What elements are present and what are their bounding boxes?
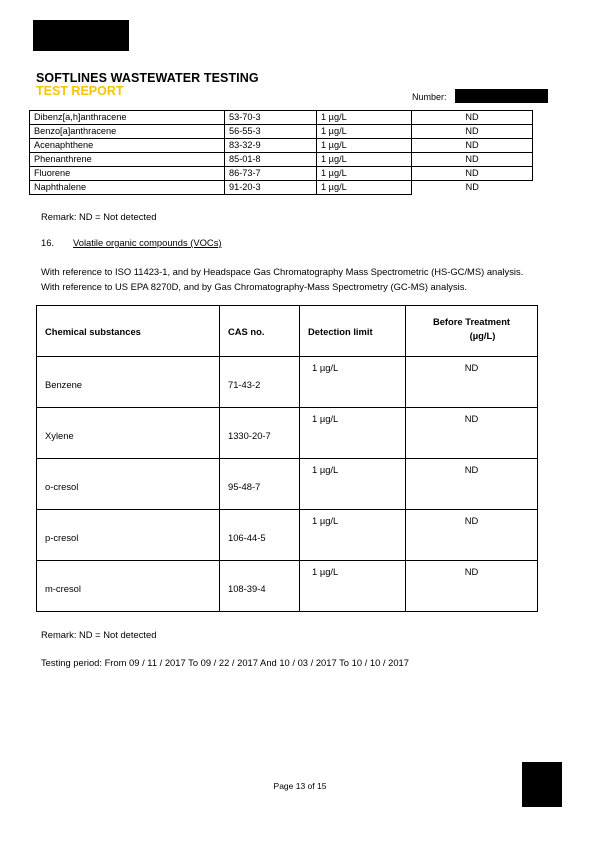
detection-limit: 1 µg/L [312,413,339,424]
redacted-logo-block [33,20,129,51]
section-number: 16. [41,237,55,248]
result-cell: ND [412,125,533,139]
substance-cell: Naphthalene [30,181,225,195]
limit-cell [300,408,406,459]
cas-cell [220,357,300,408]
limit-cell: 1 µg/L [317,125,412,139]
result-cell: ND [412,153,533,167]
cas-cell [220,510,300,561]
header-limit: Detection limit [300,306,406,357]
substance-cell [37,510,220,561]
cas-number: 95-48-7 [228,481,261,492]
limit-cell [300,561,406,612]
substance-cell [37,459,220,510]
limit-cell: 1 µg/L [317,153,412,167]
cas-number: 71-43-2 [228,379,261,390]
detection-limit: 1 µg/L [312,464,339,475]
redacted-stamp-block [522,762,562,807]
cas-cell: 53-70-3 [225,111,317,125]
substance-cell [37,408,220,459]
table-row [30,125,533,139]
result-cell [406,510,538,561]
cas-number: 108-39-4 [228,583,266,594]
table-row [30,153,533,167]
limit-cell: 1 µg/L [317,111,412,125]
substance-cell: Fluorene [30,167,225,181]
header-substance: Chemical substances [37,306,220,357]
substance-cell [37,357,220,408]
method-line-2: With reference to US EPA 8270D, and by Gas Chromatography-Mass Spectrometry (GC-MS) analysis. [41,281,468,292]
pah-results-table [29,110,533,195]
cas-cell [220,459,300,510]
table-row [30,111,533,125]
redacted-report-number [455,89,548,103]
header-result [406,306,538,357]
result-value: ND [464,566,479,577]
result-cell [406,561,538,612]
table-row [37,408,538,459]
result-value: ND [464,464,479,475]
limit-cell [300,510,406,561]
limit-cell: 1 µg/L [317,167,412,181]
method-line-1: With reference to ISO 11423-1, and by Headspace Gas Chromatography Mass Spectrometric (HS-GC/MS) analysis. [41,266,524,277]
header-result-unit: (µg/L) [469,329,496,341]
voc-results-table [36,305,538,612]
substance-name: p-cresol [45,532,79,543]
result-cell [406,357,538,408]
limit-cell [300,459,406,510]
cas-cell: 86-73-7 [225,167,317,181]
result-value: ND [464,515,479,526]
remark-pah: Remark: ND = Not detected [41,211,157,222]
cas-number: 1330-20-7 [228,430,271,441]
substance-name: m-cresol [45,583,81,594]
cas-cell: 91-20-3 [225,181,317,195]
cas-cell [220,408,300,459]
substance-name: o-cresol [45,481,79,492]
cas-cell: 56-55-3 [225,125,317,139]
result-value: ND [464,362,479,373]
table-row [30,167,533,181]
limit-cell [300,357,406,408]
table-row [37,561,538,612]
report-subtitle: TEST REPORT [36,84,124,98]
substance-name: Benzene [45,379,83,390]
substance-cell: Dibenz[a,h]anthracene [30,111,225,125]
result-cell: ND [412,167,533,181]
table-header-row [37,306,538,357]
section-title: Volatile organic compounds (VOCs) [73,237,222,248]
limit-cell: 1 µg/L [317,181,412,195]
result-cell [406,408,538,459]
header-cas: CAS no. [220,306,300,357]
detection-limit: 1 µg/L [312,362,339,373]
substance-cell [37,561,220,612]
substance-cell: Phenanthrene [30,153,225,167]
result-cell: ND [412,111,533,125]
table-row [30,139,533,153]
cas-cell: 83-32-9 [225,139,317,153]
cas-cell: 85-01-8 [225,153,317,167]
limit-cell: 1 µg/L [317,139,412,153]
result-cell: ND [412,181,533,195]
page-number: Page 13 of 15 [273,781,327,791]
table-row [37,357,538,408]
cas-cell [220,561,300,612]
number-label: Number: [412,92,447,102]
result-cell [406,459,538,510]
remark-voc: Remark: ND = Not detected [41,629,157,640]
header-result-line1: Before Treatment [432,315,511,327]
table-row [37,510,538,561]
detection-limit: 1 µg/L [312,566,339,577]
substance-cell: Acenaphthene [30,139,225,153]
detection-limit: 1 µg/L [312,515,339,526]
cas-number: 106-44-5 [228,532,266,543]
report-title: SOFTLINES WASTEWATER TESTING [36,71,259,85]
result-value: ND [464,413,479,424]
table-row [37,459,538,510]
substance-cell: Benzo[a]anthracene [30,125,225,139]
result-cell: ND [412,139,533,153]
testing-period: Testing period: From 09 / 11 / 2017 To 09 / 22 / 2017 And 10 / 03 / 2017 To 10 / 10 / 2017 [41,657,409,668]
table-row [30,181,533,195]
substance-name: Xylene [45,430,74,441]
